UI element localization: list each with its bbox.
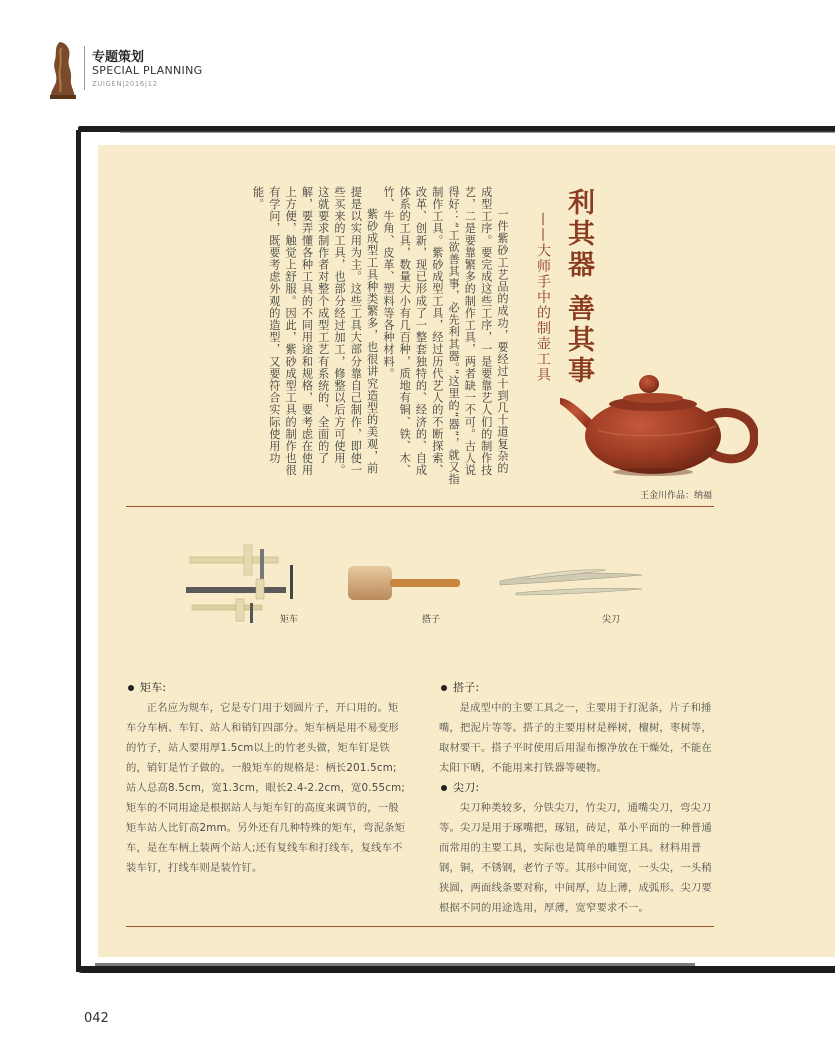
root-carving-logo-icon [48,40,78,100]
section-heading [126,678,406,698]
section-heading-label: 矩车: [140,681,167,694]
intro-text [142,186,510,486]
intro-paragraph: 一件紫砂工艺品的成功，要经过十到几十道复杂的成型工序。要完成这些工序，一是要靠艺人们的制作技艺，二是要靠繁多的制作工具，两者缺一不可。古人说得好：“工欲善其事，必先利其器。”这里的“器”，就又指制作工具。紫砂成型工具，经过历代艺人的不断探索、改革、创新，现已形成了一整套独特的、经济的、自成体系的工具，数量大小有几百种，质地有铜、铁、木、竹、牛角、皮革、塑料等各种材料。 [381,186,509,486]
section-heading [439,778,714,798]
tool-label: 矩车 [280,615,299,625]
bullet-icon [128,685,134,691]
section-body: 正名应为规车，它是专门用于划圆片子，开口用的。矩车分车柄、车钉、站人和销钉四部分。矩车柄是用不易变形的竹子，站人要用厚1.5cm以上的竹老头做，矩车钉是铁的，销钉是竹子做的。一般矩车的规格是：柄长201.5cm;站人总高8.5cm，宽1.3cm，眼长2.4-2.2cm，宽0.55cm;矩车的不同用途是根据站人与矩车钉的高度来调节的，一般矩车站人比钉高2mm。另外还有几种特殊的矩车，弯泥条矩车，是在车柄上装两个站人;还有复线车和打线车，复线车不装车钉，打线车则是装竹钉。 [126,702,406,874]
article-title: 利其器 善其事 [563,188,594,388]
section-title-cn: 专题策划 [92,50,145,65]
header-divider [84,46,85,90]
intro-paragraph: 紫砂成型工具种类繁多，也很讲究造型的美观，前提是以实用为主。这些工具大部分靠自己制作，即使一些买来的工具，也部分经过加工，修整以后方可使用。这就要求制作者对整个成型工艺有系统的、全面的了解，要弄懂各种工具的不同用途和规格，要考虑在使用上方便，触觉上舒服。因此，紫砂成型工具的制作也很有学问，既要考虑外观的造型，又要符合实际使用功能。 [251,186,379,477]
brush-border-bottom-shade [95,963,695,966]
wooden-paddle-icon [346,564,462,602]
section-heading-label: 尖刀: [453,781,480,794]
section-heading-label: 搭子: [453,681,480,694]
section-heading [439,678,714,698]
section-title-en: SPECIAL PLANNING [92,64,203,77]
section-compass [126,678,406,878]
section-body: 尖刀种类较多，分铁尖刀，竹尖刀，通嘴尖刀，弯尖刀等。尖刀是用于琢嘴把，琢钮，砖足，革小平面的一种普通而常用的主要工具，实际也是简单的雕塑工具。材料用普钢，铜，不锈钢，老竹子等。其形中间宽，一头尖，一头稍狭圆，两面线条要对称，中间厚，边上薄，成弧形。尖刀要根据不同的用途选用，厚薄，宽窄要求不一。 [439,802,712,914]
article-subtitle: ——大师手中的制壶工具 [535,212,551,383]
photo-caption: 王金川作品：纳福 [640,491,713,501]
divider-bottom [126,926,714,927]
divider-top [126,506,714,507]
tool-label: 尖刀 [602,615,621,625]
tool-label: 搭子 [422,615,441,625]
section-body: 是成型中的主要工具之一，主要用于打泥条，片子和捶嘴，把泥片等等。搭子的主要用材是榉树，檀树，枣树等，取材要干。搭子平时使用后用湿布擦净放在干燥处，不能在太阳下晒，不能用来打铁器等硬物。 [439,702,712,774]
bullet-icon [441,685,447,691]
pointed-knife-icon [496,567,646,597]
brush-border-left [76,130,81,972]
issue-code: ZUIGEN|2016|12 [92,80,158,88]
page-number: 042 [84,1011,109,1026]
section-paddle [439,678,714,918]
brush-border-top-shade [120,131,835,133]
bullet-icon [441,785,447,791]
teapot-photo [558,368,758,478]
brush-border-bottom [76,966,835,973]
